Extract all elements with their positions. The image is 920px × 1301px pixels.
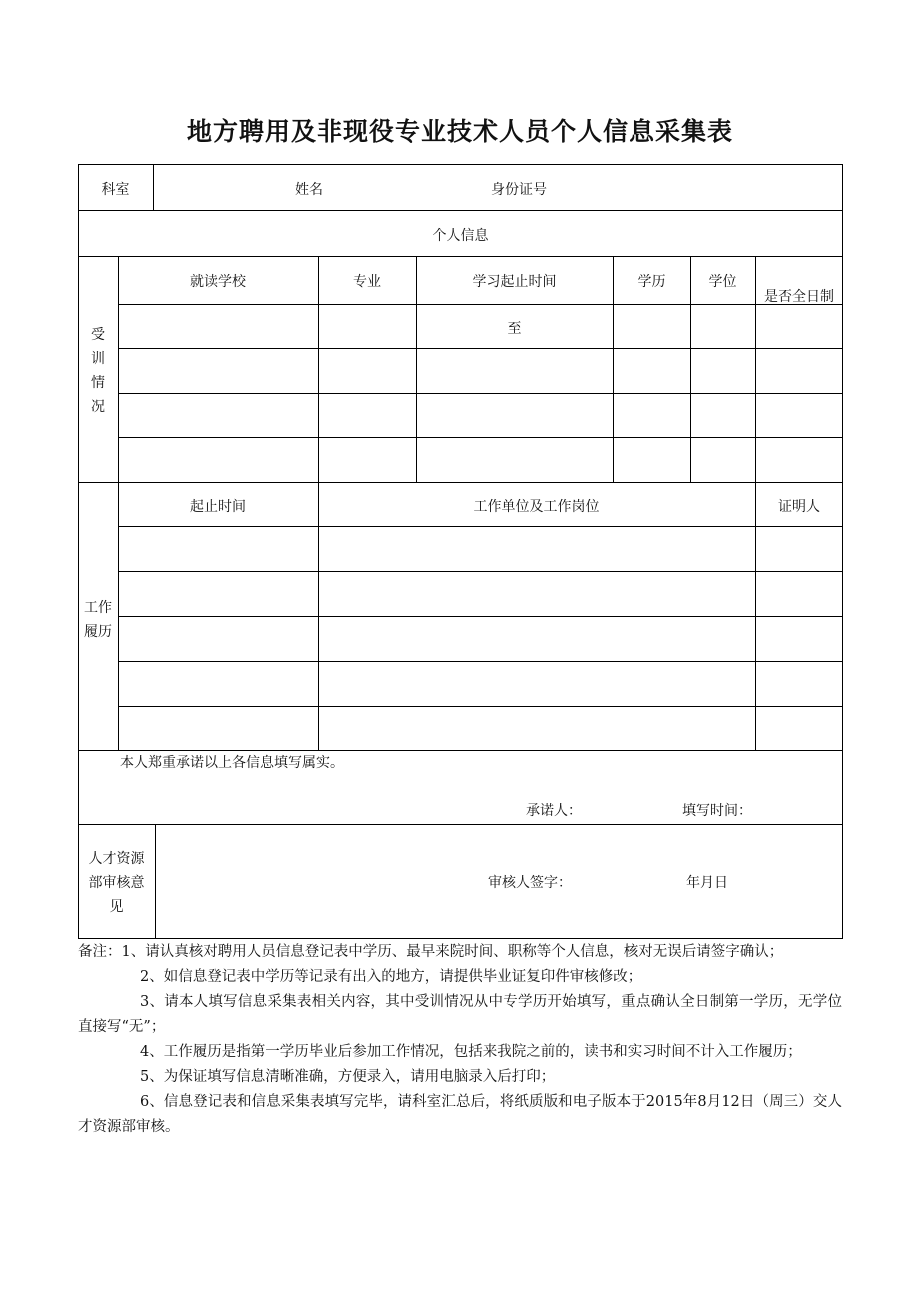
work-section-label: 工作 履历 (84, 600, 112, 640)
col-academic-degree: 学位 (708, 274, 737, 290)
review-label: 人才资源 部审核意 见 (88, 851, 145, 915)
note-5: 5、为保证填写信息清晰准确，方便录入，请用电脑录入后打印； (140, 1069, 556, 1085)
col-major: 专业 (353, 274, 381, 290)
note-4: 4、工作履历是指第一学历毕业后参加工作情况，包括来我院之前的，读书和实习时间不计入工作履历； (140, 1044, 802, 1060)
col-school: 就读学校 (190, 274, 246, 290)
note-1: 备注：1、请认真核对聘用人员信息登记表中学历、最早来院时间、职称等个人信息，核对无误后请签字确认； (78, 944, 784, 960)
col-employer-position: 工作单位及工作岗位 (473, 499, 600, 515)
notes (78, 940, 842, 1140)
col-full-time: 是否全日制 (764, 289, 834, 305)
name-label: 姓名 (295, 182, 323, 198)
pledge-text: 本人郑重承诺以上各信息填写属实。 (120, 755, 344, 771)
pledge-date: 填写时间： (682, 803, 752, 819)
pledge-signer: 承诺人： (526, 803, 582, 819)
reviewer-signature: 审核人签字： (488, 875, 572, 891)
note-6: 6、信息登记表和信息采集表填写完毕，请科室汇总后，将纸质版和电子版本于2015年8月12日（周三）交人才资源部审核。 (78, 1094, 842, 1135)
col-reference: 证明人 (778, 499, 820, 515)
review-date: 年月日 (686, 875, 728, 891)
form-title: 地方聘用及非现役专业技术人员个人信息采集表 (186, 117, 733, 146)
training-section-label: 受 训 情 况 (91, 327, 105, 415)
col-degree-level: 学历 (637, 274, 666, 290)
id-number-label: 身份证号 (491, 182, 547, 198)
note-3: 3、请本人填写信息采集表相关内容，其中受训情况从中专学历开始填写，重点确认全日制第一学历，无学位直接写“无”； (78, 994, 842, 1035)
col-work-period: 起止时间 (190, 499, 246, 515)
note-2: 2、如信息登记表中学历等记录有出入的地方，请提供毕业证复印件审核修改； (140, 969, 643, 985)
study-period-to: 至 (507, 321, 522, 337)
personal-info-heading: 个人信息 (432, 228, 489, 244)
col-study-period: 学习起止时间 (472, 274, 557, 290)
dept-label: 科室 (101, 182, 130, 198)
